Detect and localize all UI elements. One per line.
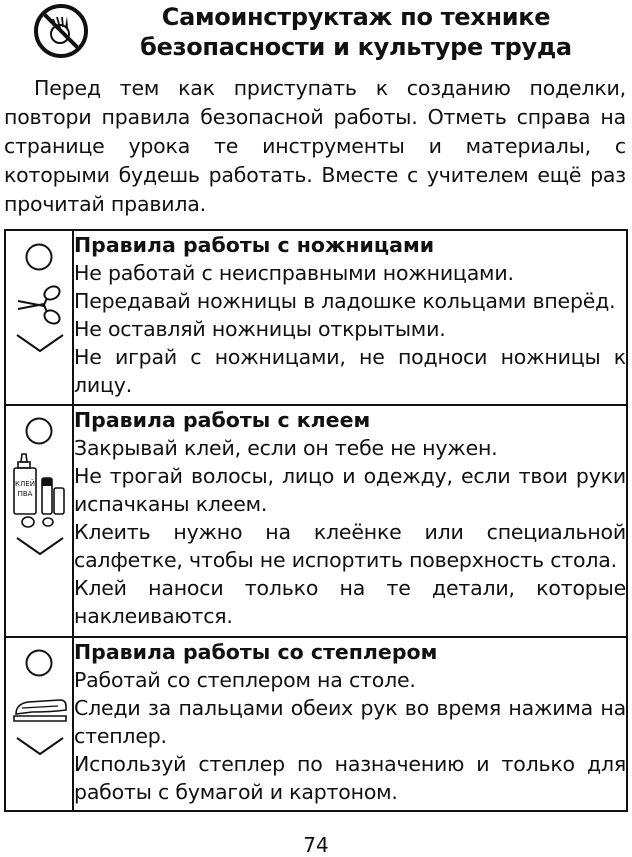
icons-cell: [5, 405, 73, 637]
glue-bottle-icon: [10, 450, 70, 530]
checkbox-circle-icon[interactable]: [24, 416, 54, 446]
rule-line: Закрывай клей, если он тебе не нужен.: [74, 436, 498, 460]
title-line-2: безопасности и культуре труда: [140, 33, 572, 61]
check-mark-icon: [14, 734, 66, 758]
rule-line: Используй степлер по назначению и только для работы с бумагой и картоном.: [74, 752, 626, 804]
rule-title: Правила работы с клеем: [74, 408, 371, 432]
intro-paragraph: Перед тем как приступать к созданию поделки, повтори правила безопасной работы. Отметь справа на странице урока те инструменты и материалы, с которыми будешь работать. Вместе с учителем ещё раз прочитай правила.: [4, 76, 626, 216]
icons-cell: [5, 637, 73, 811]
rule-content-glue: [73, 405, 627, 637]
rule-content-stapler: [73, 637, 627, 811]
check-mark-icon: [14, 331, 66, 355]
rules-table: [4, 229, 628, 812]
icons-cell: [5, 230, 73, 405]
scissors-icon: [14, 279, 66, 331]
glue-label-bottom: ПВА: [17, 490, 33, 498]
page-header: [0, 0, 632, 64]
no-eating-sign-icon: [33, 3, 89, 59]
check-mark-icon: [14, 534, 66, 558]
rule-line: Клеить нужно на клеёнке или специальной салфетке, чтобы не испортить поверхность стола.: [74, 520, 626, 572]
checkbox-circle-icon[interactable]: [24, 242, 54, 272]
rule-line: Не играй с ножницами, не подноси ножницы к лицу.: [74, 345, 626, 397]
rule-line: Работай со степлером на столе.: [74, 668, 416, 692]
rule-line: Не оставляй ножницы открытыми.: [74, 317, 446, 341]
stapler-icon: [12, 694, 68, 724]
rule-line: Передавай ножницы в ладошке кольцами вперёд.: [74, 289, 616, 313]
title-line-1: Самоинструктаж по технике: [161, 3, 551, 31]
rule-row-glue: [5, 405, 627, 637]
glue-label-top: КЛЕЙ: [15, 480, 35, 488]
rule-line: Клей наноси только на те детали, которые наклеиваются.: [74, 576, 626, 628]
rule-content-scissors: [73, 230, 627, 405]
rule-row-stapler: [5, 637, 627, 811]
rule-line: Не работай с неисправными ножницами.: [74, 261, 514, 285]
rule-title: Правила работы со степлером: [74, 640, 438, 664]
page-title: [96, 2, 616, 62]
rule-line: Не трогай волосы, лицо и одежду, если твои руки испачканы клеем.: [74, 464, 626, 516]
page-number: 74: [303, 833, 329, 857]
rule-row-scissors: [5, 230, 627, 405]
rule-title: Правила работы с ножницами: [74, 233, 435, 257]
rule-line: Следи за пальцами обеих рук во время нажима на степлер.: [74, 696, 626, 748]
checkbox-circle-icon[interactable]: [24, 648, 54, 678]
